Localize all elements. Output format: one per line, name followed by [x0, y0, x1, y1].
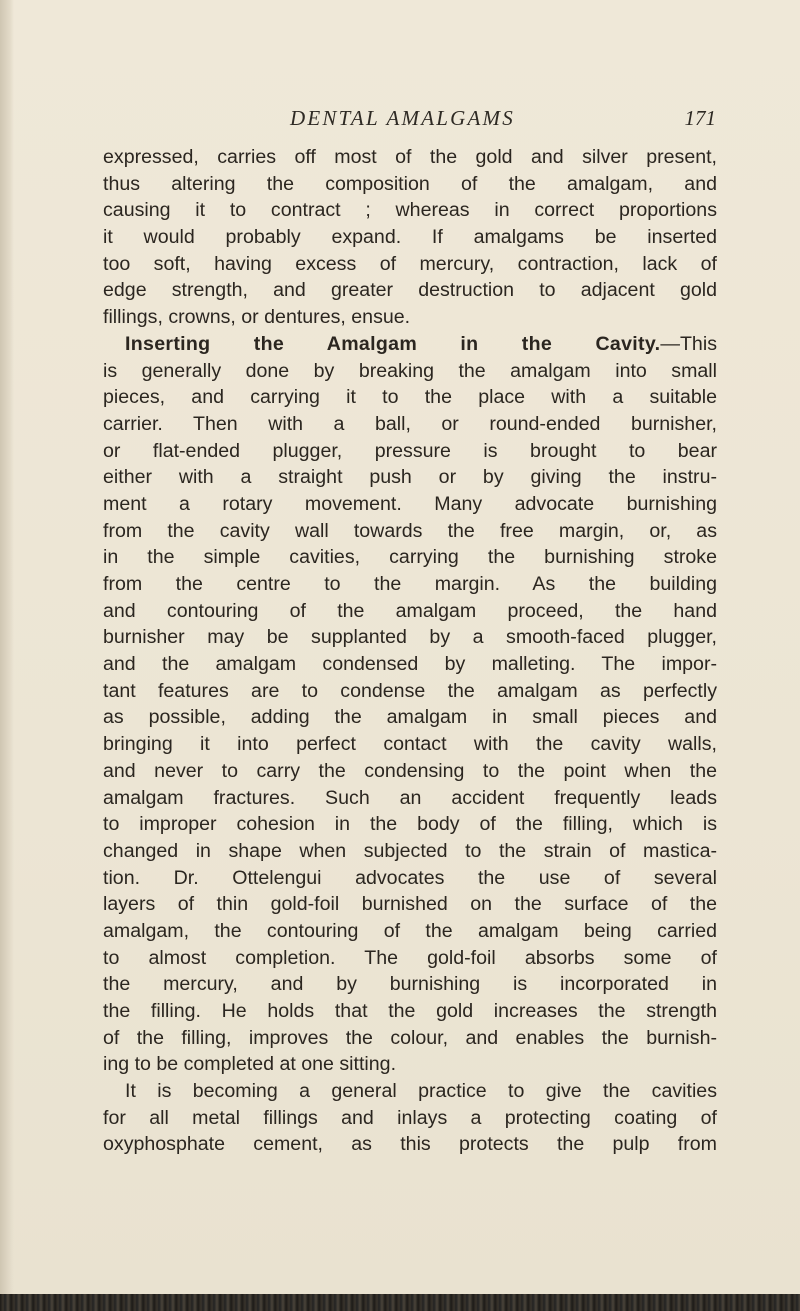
text-line: as possible, adding the amalgam in small pieces and	[103, 706, 717, 729]
section-heading: Inserting the Amalgam in the Cavity.	[125, 332, 661, 355]
text-line: it would probably expand. If amalgams be inserted	[103, 226, 717, 249]
scan-bottom-edge	[0, 1294, 800, 1311]
body-text	[103, 144, 717, 1158]
text-line: amalgam fractures. Such an accident frequently leads	[103, 786, 717, 809]
text-line: expressed, carries off most of the gold and silver present,	[103, 146, 717, 168]
text-line: layers of thin gold-foil burnished on the surface of the	[103, 893, 717, 916]
text-line: bringing it into perfect contact with the cavity walls,	[103, 733, 717, 756]
text-line: tant features are to condense the amalgam as perfectly	[103, 679, 717, 702]
page-binding-edge	[0, 0, 14, 1311]
text-line: is generally done by breaking the amalgam into small	[103, 359, 717, 382]
text-line: changed in shape when subjected to the strain of mastica-	[103, 839, 717, 862]
text-line: either with a straight push or by giving the instru-	[103, 466, 717, 489]
text-line: oxyphosphate cement, as this protects the pulp from	[103, 1133, 717, 1156]
text-line: and contouring of the amalgam proceed, the hand	[103, 599, 717, 622]
section-heading-continuation: —This	[660, 332, 717, 355]
text-line: amalgam, the contouring of the amalgam being carried	[103, 919, 717, 942]
text-line: for all metal fillings and inlays a protecting coating of	[103, 1106, 717, 1129]
text-line: causing it to contract ; whereas in correct proportions	[103, 199, 717, 222]
text-line: to almost completion. The gold-foil absorbs some of	[103, 946, 717, 969]
text-line: from the cavity wall towards the free margin, or, as	[103, 519, 717, 542]
text-line: ment a rotary movement. Many advocate burnishing	[103, 492, 717, 515]
text-line: of the filling, improves the colour, and enables the burnish-	[103, 1026, 717, 1049]
text-line: ing to be completed at one sitting.	[103, 1053, 397, 1076]
text-line: fillings, crowns, or dentures, ensue.	[103, 306, 411, 329]
text-line: in the simple cavities, carrying the burnishing stroke	[103, 546, 717, 569]
text-line: to improper cohesion in the body of the filling, which is	[103, 813, 717, 836]
text-line: or flat-ended plugger, pressure is brought to bear	[103, 439, 717, 462]
text-line: burnisher may be supplanted by a smooth-faced plugger,	[103, 626, 717, 649]
text-line: the mercury, and by burnishing is incorporated in	[103, 973, 717, 996]
text-line: thus altering the composition of the amalgam, and	[103, 172, 717, 195]
section-heading-line	[103, 331, 717, 358]
text-line: and the amalgam condensed by malleting. The impor-	[103, 653, 717, 676]
text-line: pieces, and carrying it to the place with a suitable	[103, 386, 717, 409]
text-line: the filling. He holds that the gold increases the strength	[103, 1000, 717, 1022]
text-line: and never to carry the condensing to the point when the	[103, 759, 717, 782]
page-number: 171	[684, 106, 716, 130]
text-line: carrier. Then with a ball, or round-ended burnisher,	[103, 412, 717, 435]
text-line: edge strength, and greater destruction to adjacent gold	[103, 279, 717, 302]
text-line: It is becoming a general practice to give the cavities	[125, 1080, 717, 1103]
text-line: tion. Dr. Ottelengui advocates the use of several	[103, 866, 717, 889]
running-head	[100, 100, 720, 134]
text-line: from the centre to the margin. As the building	[103, 573, 717, 595]
running-title: DENTAL AMALGAMS	[290, 106, 515, 130]
text-line: too soft, having excess of mercury, contraction, lack of	[103, 252, 717, 275]
